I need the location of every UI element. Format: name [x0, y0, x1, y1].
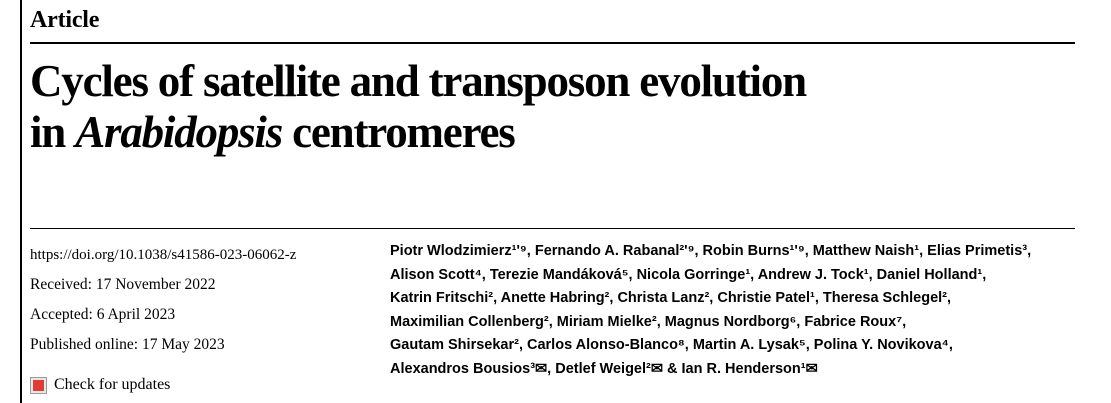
- title-line-2-italic-genus: Arabidopsis: [75, 107, 283, 157]
- title-line-2-suffix: centromeres: [282, 107, 515, 157]
- author-list: [380, 240, 1075, 381]
- title-line-2-prefix: in: [30, 107, 76, 157]
- published-online-date: Published online: 17 May 2023: [30, 336, 225, 353]
- author-line: Piotr Wlodzimierz¹'⁹, Fernando A. Rabanal²'⁹, Robin Burns¹'⁹, Matthew Naish¹, Elias Primetis³,: [390, 243, 1032, 259]
- accepted-date: Accepted: 6 April 2023: [30, 306, 176, 323]
- doi-link[interactable]: https://doi.org/10.1038/s41586-023-06062-z: [30, 247, 297, 263]
- crossmark-icon: [30, 377, 47, 394]
- author-line: Katrin Fritschi², Anette Habring², Christa Lanz², Christie Patel¹, Theresa Schlegel²,: [390, 290, 952, 306]
- left-vertical-rule: [20, 0, 22, 403]
- article-type-label: Article: [30, 7, 100, 33]
- author-line: Alexandros Bousios³✉, Detlef Weigel²✉ & Ian R. Henderson¹✉: [390, 360, 818, 377]
- author-line: Maximilian Collenberg², Miriam Mielke², Magnus Nordborg⁶, Fabrice Roux⁷,: [390, 313, 907, 330]
- page-title: [30, 56, 1075, 158]
- divider-under-article-label: [30, 42, 1075, 44]
- received-date: Received: 17 November 2022: [30, 276, 216, 293]
- author-line: Gautam Shirsekar², Carlos Alonso-Blanco⁸, Martin A. Lysak⁵, Polina Y. Novikova⁴,: [390, 337, 953, 353]
- metadata-and-authors: [30, 240, 1075, 400]
- header-content: [30, 0, 1085, 158]
- check-for-updates-label: Check for updates: [54, 376, 171, 393]
- title-line-1: Cycles of satellite and transposon evolution: [30, 56, 806, 106]
- divider-above-metadata: [30, 228, 1075, 229]
- publication-metadata: [30, 240, 380, 400]
- author-line: Alison Scott⁴, Terezie Mandáková⁵, Nicola Gorringe¹, Andrew J. Tock¹, Daniel Holland¹,: [390, 266, 987, 283]
- check-for-updates-link[interactable]: [30, 370, 380, 400]
